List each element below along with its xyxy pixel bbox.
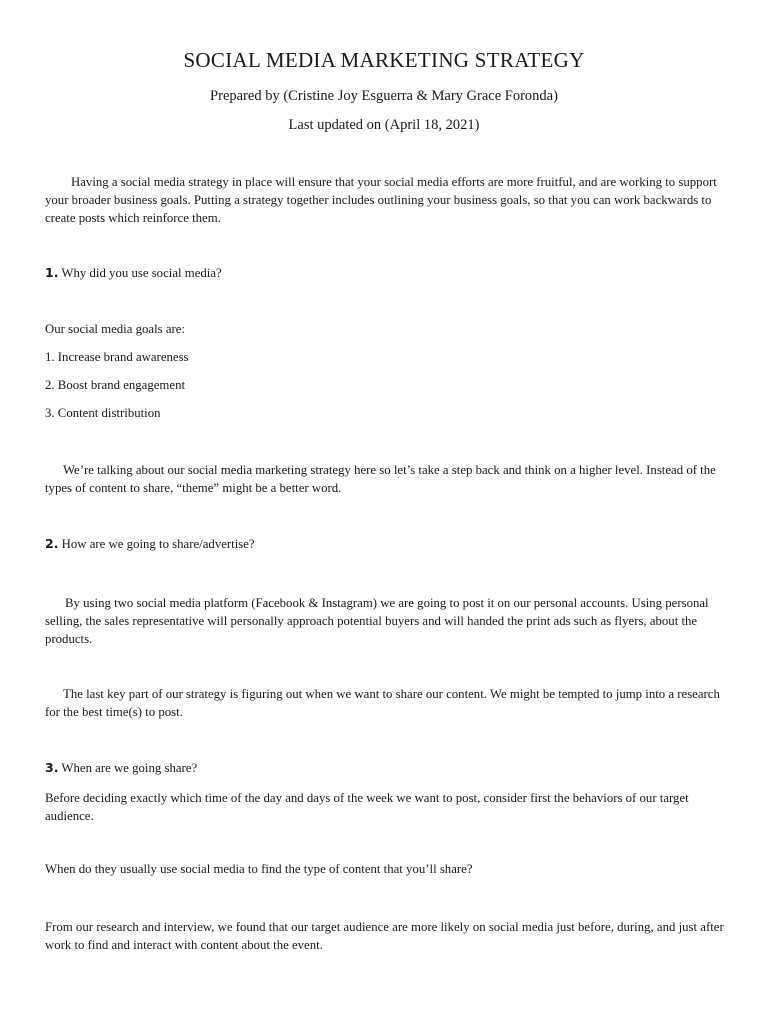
goal-item: 2. Boost brand engagement: [45, 378, 186, 392]
question-3-number: 3.: [45, 760, 59, 775]
question-1-text: Why did you use social media?: [61, 266, 222, 280]
intro-paragraph: Having a social media strategy in place will ensure that your social media efforts are more fruitful, and are working to support your broader business goals. Putting a strategy together includes outlining your business goals, so that you can work backwards to create posts which reinforce them.: [45, 175, 717, 225]
goals-heading: Our social media goals are:: [45, 322, 186, 336]
goal-item: 3. Content distribution: [45, 406, 161, 420]
question-1: [45, 265, 222, 281]
question-2: [45, 536, 255, 552]
behavior-paragraph: Before deciding exactly which time of the day and days of the week we want to post, consider first the behaviors of our target audience.: [45, 791, 689, 823]
question-2-text: How are we going to share/advertise?: [61, 537, 255, 551]
last-updated: Last updated on (April 18, 2021): [288, 117, 480, 133]
platform-paragraph: By using two social media platform (Facebook & Instagram) we are going to post it on our personal accounts. Using personal selling, the sales representative will personally approach potential buyers and will handed the print ads such as flyers, about the products.: [45, 596, 709, 646]
research-paragraph: From our research and interview, we found that our target audience are more likely on social media just before, during, and just after work to find and interact with content about the event.: [45, 920, 724, 952]
question-2-number: 2.: [45, 536, 59, 551]
question-3: [45, 760, 197, 776]
document-title: SOCIAL MEDIA MARKETING STRATEGY: [183, 48, 585, 72]
audience-question: When do they usually use social media to find the type of content that you’ll share?: [45, 862, 473, 876]
prepared-by: Prepared by (Cristine Joy Esguerra & Mary Grace Foronda): [210, 88, 558, 104]
question-1-number: 1.: [45, 265, 59, 280]
timing-paragraph: The last key part of our strategy is figuring out when we want to share our content. We might be tempted to jump into a research for the best time(s) to post.: [45, 687, 720, 719]
goal-item: 1. Increase brand awareness: [45, 350, 189, 364]
question-3-text: When are we going share?: [61, 761, 198, 775]
theme-paragraph: We’re talking about our social media marketing strategy here so let’s take a step back and think on a higher level. Instead of the types of content to share, “theme” might be a better word.: [45, 463, 716, 495]
